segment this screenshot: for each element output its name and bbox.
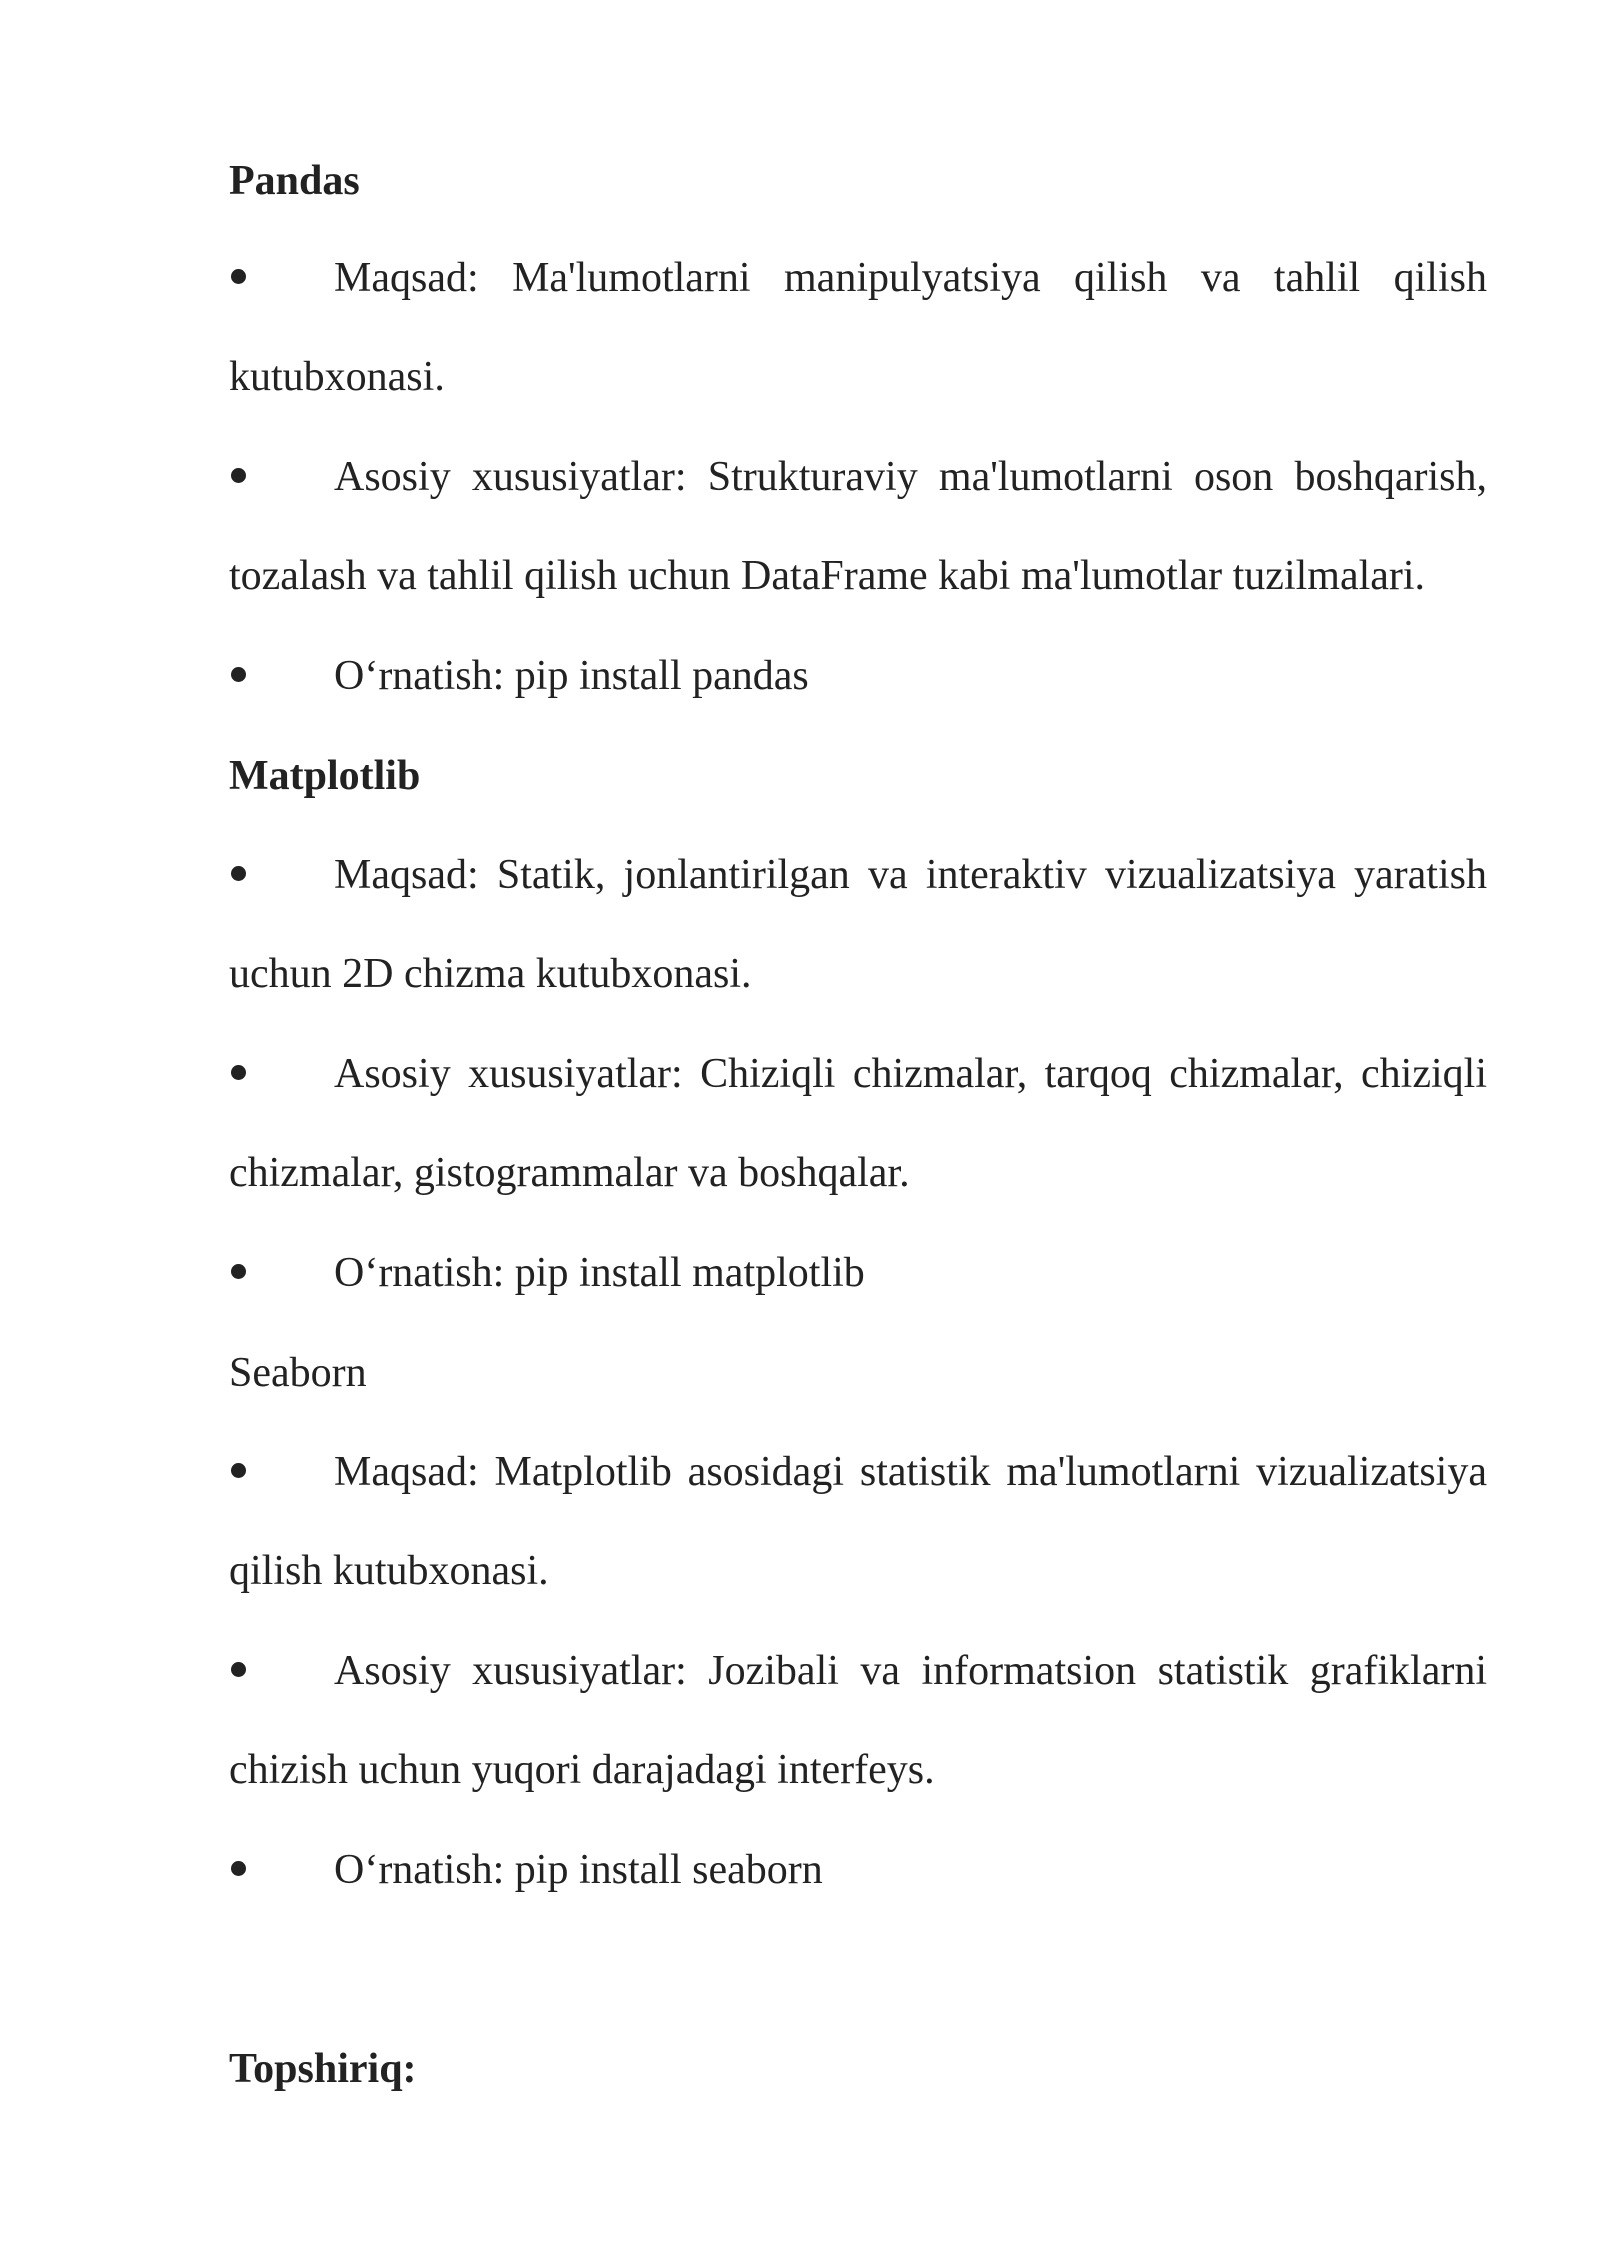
bullet-text-line1: Asosiy xususiyatlar: Jozibali va informatsion statistik grafiklarni xyxy=(334,1648,1487,1694)
bullet-text-line2: qilish kutubxonasi. xyxy=(229,1548,549,1594)
bullet-dot xyxy=(231,667,246,682)
bullet-dot xyxy=(231,866,246,881)
bullet-text-line2: uchun 2D chizma kutubxonasi. xyxy=(229,951,752,997)
bullet-text-line1: Asosiy xususiyatlar: Chiziqli chizmalar, tarqoq chizmalar, chiziqli xyxy=(334,1051,1487,1097)
bullet-text-line2: chizish uchun yuqori darajadagi interfeys. xyxy=(229,1747,935,1793)
bullet-dot xyxy=(231,468,246,483)
bullet-text-line1: Oʻrnatish: pip install seaborn xyxy=(334,1847,823,1893)
section-title-seaborn: Seaborn xyxy=(229,1350,367,1396)
bullet-dot xyxy=(231,1264,246,1279)
bullet-text-line1: Maqsad: Ma'lumotlarni manipulyatsiya qilish va tahlil qilish xyxy=(334,255,1487,301)
bullet-dot xyxy=(231,1861,246,1876)
bullet-dot xyxy=(231,1463,246,1478)
bullet-text-line1: Asosiy xususiyatlar: Strukturaviy ma'lumotlarni oson boshqarish, xyxy=(334,454,1487,500)
bullet-text-line2: kutubxonasi. xyxy=(229,354,445,400)
task-heading: Topshiriq: xyxy=(229,2046,417,2092)
bullet-dot xyxy=(231,269,246,284)
bullet-dot xyxy=(231,1662,246,1677)
bullet-text-line1: Maqsad: Statik, jonlantirilgan va interaktiv vizualizatsiya yaratish xyxy=(334,852,1487,898)
bullet-text-line2: chizmalar, gistogrammalar va boshqalar. xyxy=(229,1150,910,1196)
bullet-text-line1: Oʻrnatish: pip install pandas xyxy=(334,653,809,699)
section-title-matplotlib: Matplotlib xyxy=(229,753,421,799)
bullet-text-line2: tozalash va tahlil qilish uchun DataFrame kabi ma'lumotlar tuzilmalari. xyxy=(229,553,1426,599)
bullet-text-line1: Maqsad: Matplotlib asosidagi statistik ma'lumotlarni vizualizatsiya xyxy=(334,1449,1487,1495)
section-title-pandas: Pandas xyxy=(229,158,360,204)
bullet-text-line1: Oʻrnatish: pip install matplotlib xyxy=(334,1250,865,1296)
bullet-dot xyxy=(231,1065,246,1080)
